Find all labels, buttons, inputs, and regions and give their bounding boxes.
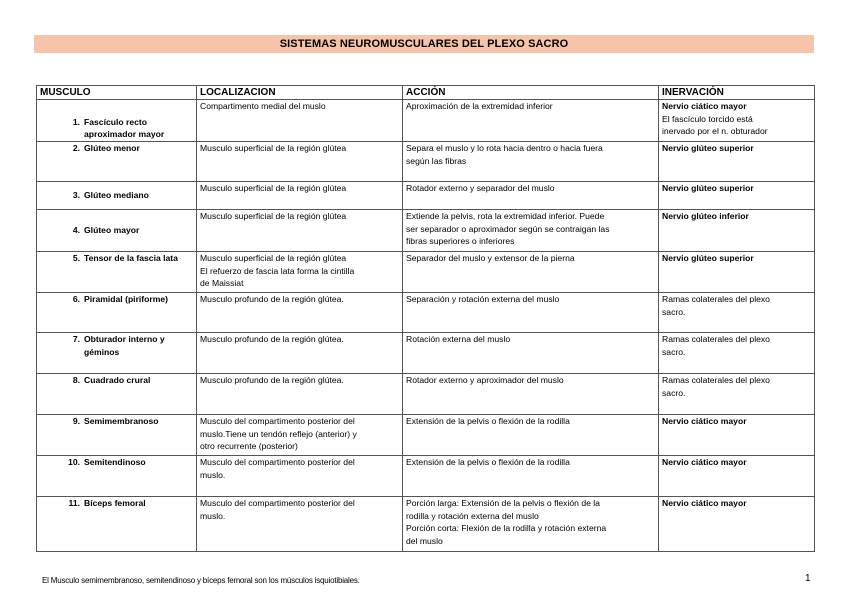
cell-accion <box>403 456 659 497</box>
cell-line: Musculo profundo de la región glútea. <box>200 375 344 385</box>
muscle-name: Fascículo recto <box>84 116 148 127</box>
cell-line: sacro. <box>662 387 686 398</box>
cell-line: Ramas colaterales del plexo <box>662 334 770 344</box>
cell-musculo <box>37 415 197 456</box>
cell-localizacion <box>197 182 403 210</box>
muscle-line <box>40 456 193 469</box>
cell-accion <box>403 252 659 293</box>
cell-line: Musculo profundo de la región glútea. <box>200 334 344 344</box>
cell-line: Nervio ciático mayor <box>662 457 747 467</box>
footnote: El Musculo semimembranoso, semitendinoso y bíceps femoral son los músculos isquiotibiales. <box>42 576 360 585</box>
cell-accion <box>403 497 659 552</box>
table-row <box>37 374 815 415</box>
cell-line: Nervio glúteo superior <box>662 183 754 193</box>
table-row <box>37 456 815 497</box>
muscle-number: 1. <box>72 116 80 127</box>
muscle-number: 11. <box>68 498 80 508</box>
muscle-line <box>40 374 193 387</box>
cell-accion <box>403 415 659 456</box>
muscle-number: 5. <box>72 253 80 263</box>
muscle-number: 7. <box>72 334 80 344</box>
cell-inervacion <box>659 374 815 415</box>
header-musculo: MUSCULO <box>37 86 197 100</box>
cell-line: Separación y rotación externa del muslo <box>406 294 560 304</box>
muscle-line <box>40 497 193 510</box>
muscle-name: Cuadrado crural <box>84 375 151 385</box>
cell-line: rodilla y rotación externa del muslo <box>406 510 539 521</box>
muscle-number: 10. <box>68 457 80 467</box>
cell-musculo <box>37 333 197 374</box>
cell-line: Musculo superficial de la región glútea <box>200 143 347 153</box>
cell-localizacion <box>197 333 403 374</box>
table-row <box>37 497 815 552</box>
cell-line: El fascículo torcido está <box>662 113 753 124</box>
cell-localizacion <box>197 374 403 415</box>
cell-line: Porción larga: Extensión de la pelvis o flexión de la <box>406 498 600 508</box>
table-row <box>37 142 815 182</box>
cell-accion <box>403 182 659 210</box>
muscle-number: 4. <box>72 225 80 236</box>
header-inervacion: INERVACIÓN <box>659 86 815 100</box>
cell-line: muslo.Tiene un tendón reflejo (anterior) y <box>200 428 357 439</box>
muscle-line <box>40 142 193 155</box>
cell-line: sacro. <box>662 346 686 357</box>
muscle-number: 9. <box>72 416 80 426</box>
cell-accion <box>403 374 659 415</box>
cell-musculo <box>37 497 197 552</box>
cell-line: Musculo del compartimento posterior del <box>200 416 355 426</box>
muscle-line <box>40 252 193 265</box>
header-accion: ACCIÓN <box>403 86 659 100</box>
cell-inervacion <box>659 252 815 293</box>
cell-localizacion <box>197 252 403 293</box>
cell-musculo <box>37 252 197 293</box>
cell-line: inervado por el n. obturador <box>662 126 768 137</box>
cell-line: otro recurrente (posterior) <box>200 441 298 452</box>
cell-accion <box>403 293 659 333</box>
muscle-number: 2. <box>72 143 80 153</box>
cell-musculo <box>37 182 197 210</box>
cell-line: Extiende la pelvis, rota la extremidad inferior. Puede <box>406 211 605 221</box>
cell-line: Musculo superficial de la región glútea <box>200 211 347 221</box>
cell-accion <box>403 100 659 142</box>
cell-accion <box>403 142 659 182</box>
muscle-line <box>40 224 193 237</box>
muscle-name: Bíceps femoral <box>84 498 146 508</box>
cell-accion <box>403 333 659 374</box>
cell-line: Nervio glúteo inferior <box>662 211 749 221</box>
cell-line: Musculo del compartimento posterior del <box>200 498 355 508</box>
muscle-line <box>40 116 193 129</box>
cell-line: Musculo superficial de la región glútea <box>200 183 347 193</box>
muscle-name: Semitendinoso <box>84 457 146 467</box>
cell-line: Aproximación de la extremidad inferior <box>406 101 553 111</box>
cell-musculo <box>37 100 197 142</box>
cell-line: de Maissiat <box>200 278 244 289</box>
cell-line: sacro. <box>662 306 686 317</box>
muscle-name: Glúteo mayor <box>84 225 140 236</box>
document-title <box>34 35 814 53</box>
cell-localizacion <box>197 210 403 252</box>
cell-line: Extensión de la pelvis o flexión de la rodilla <box>406 416 570 426</box>
table-row <box>37 415 815 456</box>
page-number: 1 <box>805 573 811 584</box>
cell-line: Ramas colaterales del plexo <box>662 375 770 385</box>
cell-inervacion <box>659 142 815 182</box>
muscle-line <box>40 189 193 202</box>
cell-musculo <box>37 374 197 415</box>
cell-line: del muslo <box>406 535 443 546</box>
table-row <box>37 182 815 210</box>
muscle-line <box>40 128 193 141</box>
muscle-name: aproximador mayor <box>84 129 165 140</box>
cell-line: fibras superiores o inferiores <box>406 236 515 247</box>
cell-inervacion <box>659 456 815 497</box>
header-localizacion: LOCALIZACION <box>197 86 403 100</box>
cell-line: Separador del muslo y extensor de la pierna <box>406 253 575 263</box>
cell-localizacion <box>197 497 403 552</box>
table-body <box>37 100 815 552</box>
table-row <box>37 293 815 333</box>
muscle-number <box>40 346 84 359</box>
cell-musculo <box>37 456 197 497</box>
cell-line: Nervio glúteo superior <box>662 143 754 153</box>
muscle-name: Glúteo mediano <box>84 190 149 201</box>
cell-inervacion <box>659 497 815 552</box>
cell-inervacion <box>659 182 815 210</box>
muscle-line <box>40 415 193 428</box>
cell-line: Rotador externo y separador del muslo <box>406 183 555 193</box>
cell-line: ser separador o aproximador según se contraigan las <box>406 223 610 234</box>
table-row <box>37 252 815 293</box>
muscle-name: Tensor de la fascia lata <box>84 253 178 263</box>
cell-inervacion <box>659 210 815 252</box>
table-row <box>37 333 815 374</box>
muscle-number: 3. <box>72 190 80 201</box>
muscle-line <box>40 333 193 346</box>
muscle-line <box>40 293 193 306</box>
cell-line: Compartimento medial del muslo <box>200 101 326 111</box>
table-row <box>37 100 815 142</box>
cell-musculo <box>37 293 197 333</box>
cell-line: Nervio glúteo superior <box>662 253 754 263</box>
cell-localizacion <box>197 456 403 497</box>
cell-line: Rotador externo y aproximador del muslo <box>406 375 564 385</box>
cell-line: El refuerzo de fascia lata forma la cintilla <box>200 265 355 276</box>
cell-line: Nervio ciático mayor <box>662 498 747 508</box>
cell-line: Musculo profundo de la región glútea. <box>200 294 344 304</box>
cell-line: Extensión de la pelvis o flexión de la rodilla <box>406 457 570 467</box>
cell-line: Rotación externa del muslo <box>406 334 511 344</box>
muscle-name: Semimembranoso <box>84 416 159 426</box>
cell-inervacion <box>659 100 815 142</box>
table-header-row <box>37 86 815 100</box>
cell-localizacion <box>197 293 403 333</box>
cell-musculo <box>37 142 197 182</box>
muscle-name: géminos <box>84 346 120 357</box>
cell-line: Nervio ciático mayor <box>662 101 747 111</box>
cell-localizacion <box>197 100 403 142</box>
cell-line: Ramas colaterales del plexo <box>662 294 770 304</box>
cell-localizacion <box>197 415 403 456</box>
muscle-name: Piramidal (piriforme) <box>84 294 169 304</box>
cell-inervacion <box>659 333 815 374</box>
muscle-number: 6. <box>72 294 80 304</box>
cell-line: Separa el muslo y lo rota hacia dentro o hacia fuera <box>406 143 603 153</box>
muscle-number <box>40 128 84 141</box>
muscle-name: Obturador interno y <box>84 334 165 344</box>
cell-localizacion <box>197 142 403 182</box>
cell-line: Nervio ciático mayor <box>662 416 747 426</box>
cell-line: Porción corta: Flexión de la rodilla y rotación externa <box>406 523 607 534</box>
cell-inervacion <box>659 415 815 456</box>
cell-line: según las fibras <box>406 155 467 166</box>
cell-line: Musculo del compartimento posterior del <box>200 457 355 467</box>
cell-inervacion <box>659 293 815 333</box>
muscle-line <box>40 346 193 359</box>
cell-line: muslo. <box>200 469 226 480</box>
muscles-table <box>36 85 815 552</box>
cell-musculo <box>37 210 197 252</box>
muscle-number: 8. <box>72 375 80 385</box>
cell-line: Musculo superficial de la región glútea <box>200 253 347 263</box>
cell-accion <box>403 210 659 252</box>
muscle-name: Glúteo menor <box>84 143 140 153</box>
cell-line: muslo. <box>200 510 226 521</box>
table-row <box>37 210 815 252</box>
title-text: SISTEMAS NEUROMUSCULARES DEL PLEXO SACRO <box>279 38 569 50</box>
